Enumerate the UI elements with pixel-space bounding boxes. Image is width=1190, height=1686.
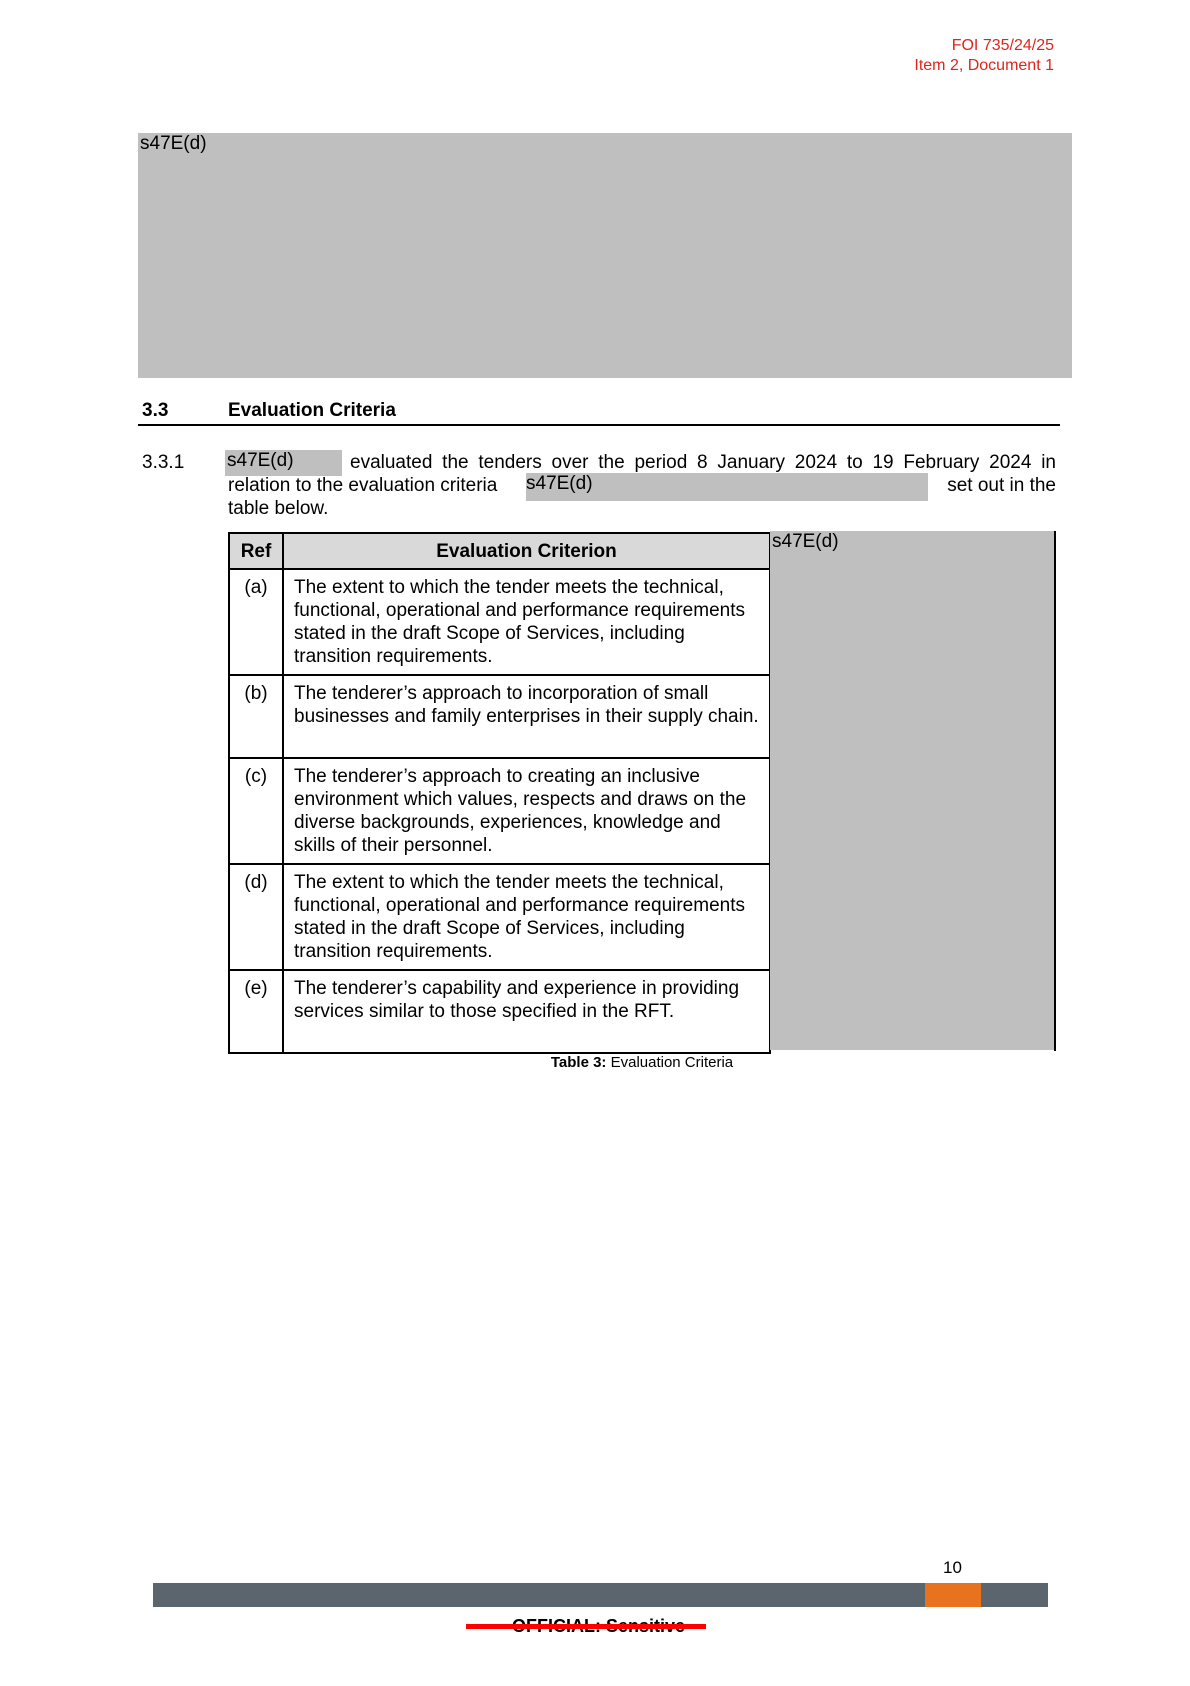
- redaction-table-column: [770, 531, 1056, 1050]
- table-caption: [520, 1054, 764, 1071]
- redaction-code: s47E(d): [140, 133, 207, 154]
- redaction-block-top: [138, 133, 1072, 378]
- table-row: [229, 758, 770, 864]
- row-criterion: The extent to which the tender meets the technical, functional, operational and performance requirements stated in the draft Scope of Services, including transition requirements.: [283, 864, 770, 970]
- redaction-code: s47E(d): [772, 531, 839, 552]
- row-ref: (c): [229, 758, 283, 864]
- table-row: [229, 569, 770, 675]
- paragraph-line-1: evaluated the tenders over the period 8 January 2024 to 19 February 2024 in: [350, 452, 1056, 473]
- item-reference: Item 2, Document 1: [914, 57, 1054, 74]
- table-row: [229, 864, 770, 970]
- caption-label: Table 3:: [550, 1054, 607, 1071]
- paragraph-number: 3.3.1: [142, 452, 185, 473]
- section-number: 3.3: [142, 400, 169, 421]
- paragraph-line-2-end: set out in the: [947, 475, 1056, 496]
- table-right-border: [1054, 531, 1056, 1051]
- row-ref: (e): [229, 970, 283, 1053]
- row-criterion: The tenderer’s approach to creating an inclusive environment which values, respects and draws on the diverse backgrounds, experiences, knowledge and skills of their personnel.: [283, 758, 770, 864]
- security-classification: [466, 1614, 706, 1644]
- footer-accent: [925, 1583, 981, 1607]
- row-ref: (d): [229, 864, 283, 970]
- row-criterion: The extent to which the tender meets the technical, functional, operational and performance requirements stated in the draft Scope of Services, including transition requirements.: [283, 569, 770, 675]
- table-row: [229, 970, 770, 1053]
- section-rule: [138, 424, 1060, 426]
- paragraph-line-2-start: relation to the evaluation criteria: [228, 475, 498, 496]
- redaction-inline-1: [225, 450, 342, 476]
- section-title: Evaluation Criteria: [228, 400, 396, 421]
- paragraph-line-3: table below.: [228, 498, 329, 519]
- caption-text: Evaluation Criteria: [610, 1054, 734, 1071]
- row-criterion: The tenderer’s capability and experience in providing services similar to those specified in the RFT.: [283, 970, 770, 1053]
- page-number: 10: [943, 1558, 962, 1577]
- row-criterion: The tenderer’s approach to incorporation of small businesses and family enterprises in their supply chain.: [283, 675, 770, 758]
- redaction-code: s47E(d): [227, 450, 294, 471]
- criterion-header: Evaluation Criterion: [283, 533, 770, 569]
- redaction-inline-2: [526, 473, 928, 501]
- ref-header: Ref: [229, 533, 283, 569]
- classification-strike-marking: [466, 1624, 706, 1629]
- evaluation-criteria-table: [228, 532, 771, 1054]
- table-header-row: [229, 533, 770, 569]
- table-row: [229, 675, 770, 758]
- row-ref: (b): [229, 675, 283, 758]
- redaction-code: s47E(d): [526, 473, 593, 494]
- footer-bar: [153, 1583, 1048, 1607]
- foi-reference: FOI 735/24/25: [951, 37, 1054, 54]
- row-ref: (a): [229, 569, 283, 675]
